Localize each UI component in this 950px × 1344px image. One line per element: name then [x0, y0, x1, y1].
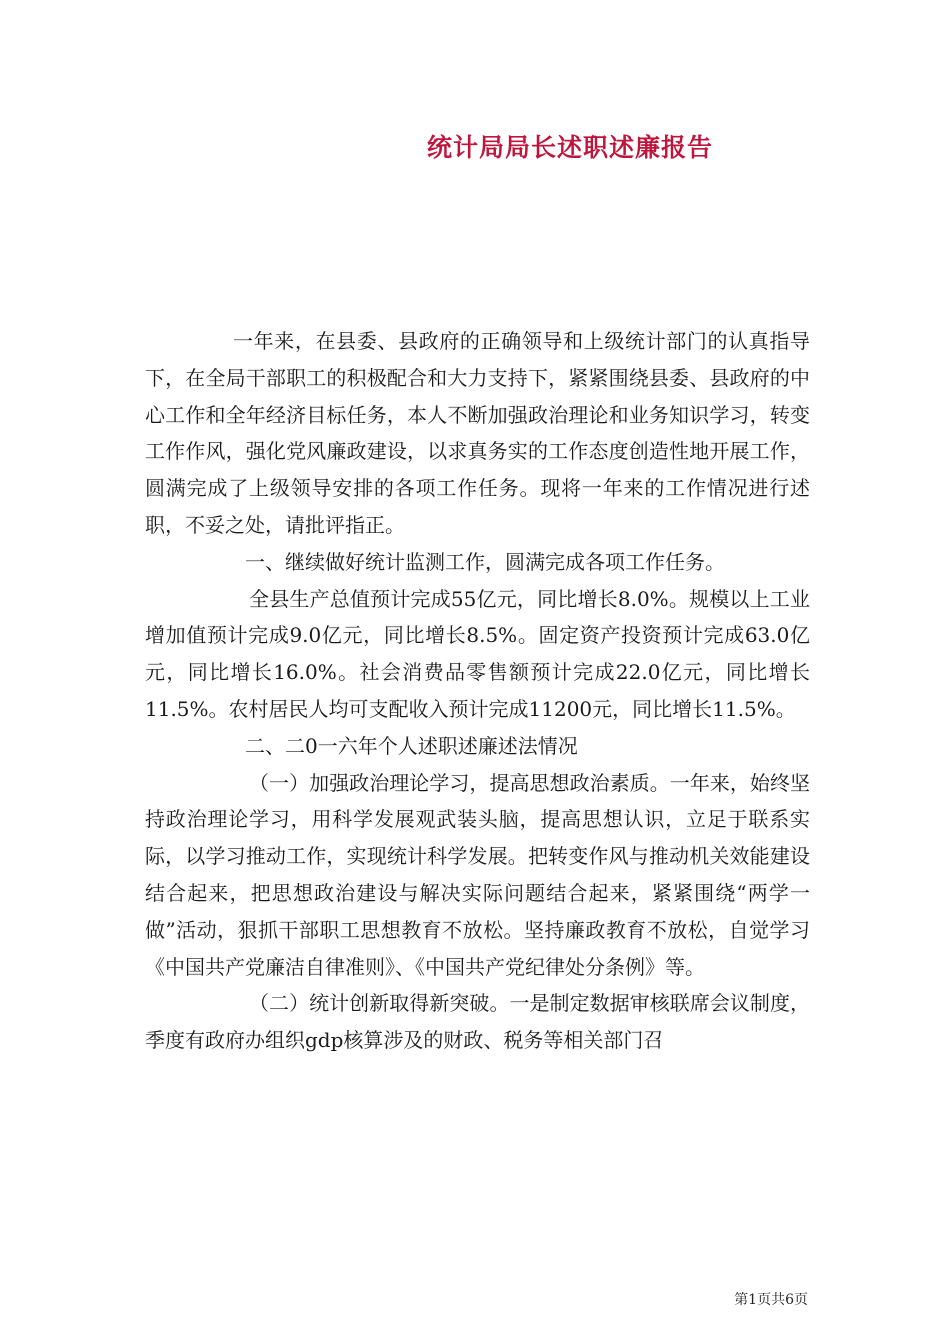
- document-body: [145, 323, 810, 1059]
- subsection-paragraph-2: （二）统计创新取得新突破。一是制定数据审核联席会议制度，季度有政府办组织gdp核算涉及的财政、税务等相关部门召: [145, 991, 810, 1053]
- statistics-paragraph: 全县生产总值预计完成55亿元，同比增长8.0%。规模以上工业增加值预计完成9.0亿元，同比增长8.5%。固定资产投资预计完成63.0亿元，同比增长16.0%。社会消费品零售额预计完成22.0亿元，同比增长11.5%。农村居民人均可支配收入预计完成11200元，同比增长11.5%。: [145, 586, 810, 721]
- intro-paragraph: 一年来，在县委、县政府的正确领导和上级统计部门的认真指导下，在全局干部职工的积极配合和大力支持下，紧紧围绕县委、县政府的中心工作和全年经济目标任务，本人不断加强政治理论和业务知识学习，转变工作作风，强化党风廉政建设，以求真务实的工作态度创造性地开展工作，圆满完成了上级领导安排的各项工作任务。现将一年来的工作情况进行述职，不妥之处，请批评指正。: [145, 329, 810, 537]
- subsection-paragraph-1: （一）加强政治理论学习，提高思想政治素质。一年来，始终坚持政治理论学习，用科学发展观武装头脑，提高思想认识，立足于联系实际，以学习推动工作，实现统计科学发展。把转变作风与推动机关效能建设结合起来，把思想政治建设与解决实际问题结合起来，紧紧围绕“两学一做”活动，狠抓干部职工思想教育不放松。坚持廉政教育不放松，自觉学习《中国共产党廉洁自律准则》、《中国共产党纪律处分条例》等。: [145, 770, 810, 979]
- document-title: 统计局局长述职述廉报告: [426, 133, 713, 162]
- section-heading-1: 一、继续做好统计监测工作，圆满完成各项工作任务。: [245, 549, 725, 574]
- section-heading-2: 二、二0一六年个人述职述廉述法情况: [245, 733, 578, 758]
- page-indicator: 第1页共6页: [734, 1292, 808, 1308]
